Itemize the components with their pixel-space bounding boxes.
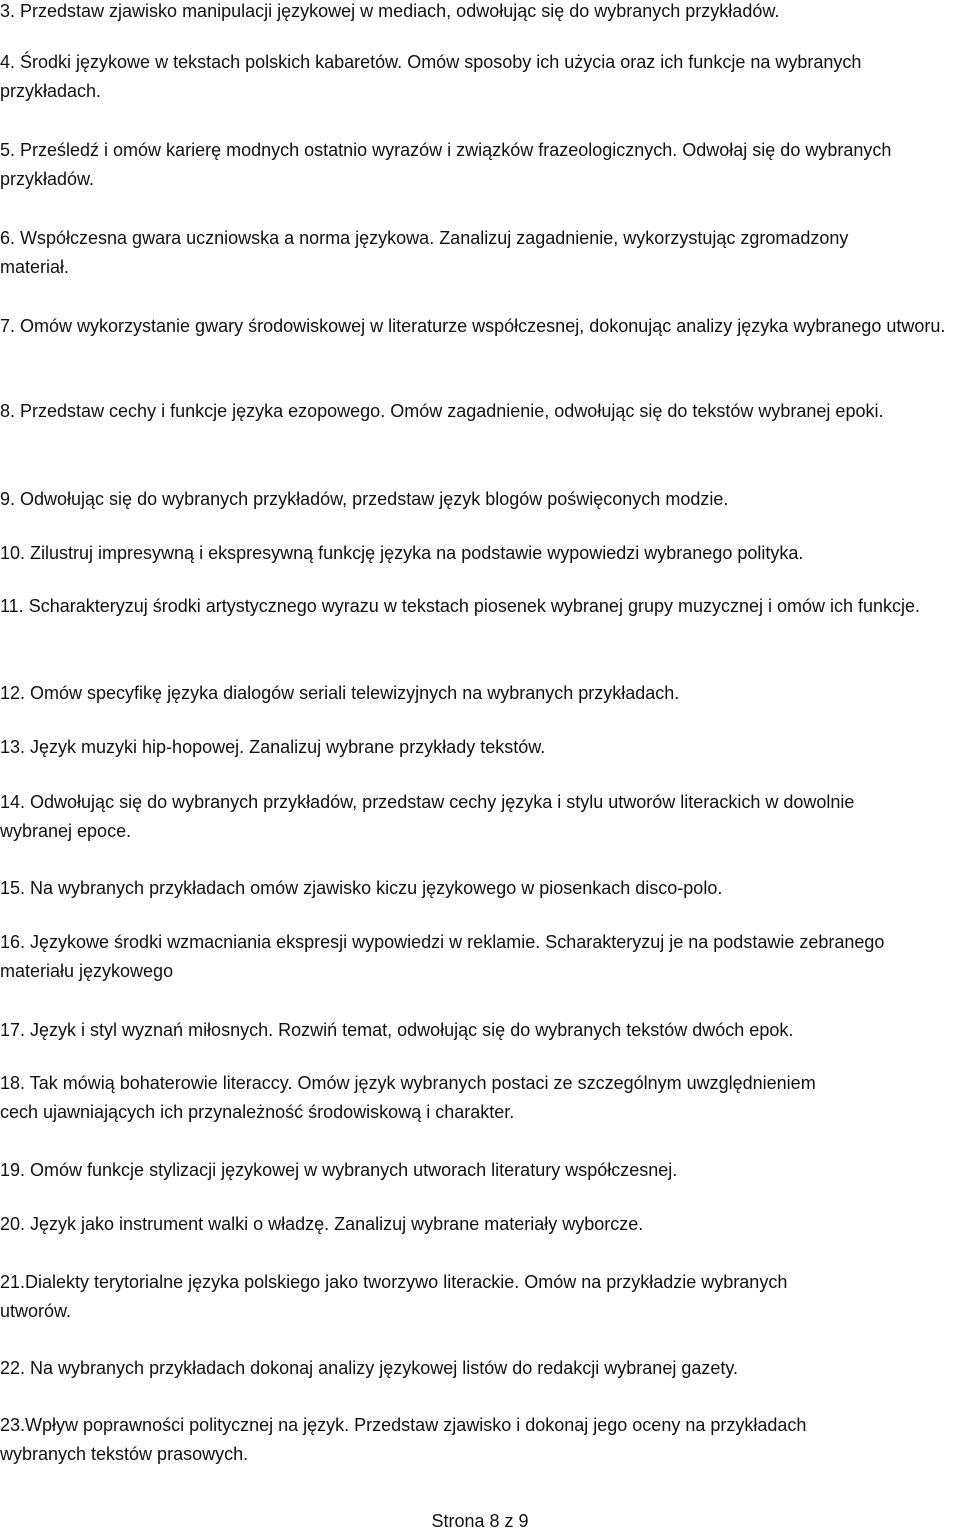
topic-22: 22. Na wybranych przykładach dokonaj analizy językowej listów do redakcji wybranej gazety. <box>0 1358 739 1378</box>
topic-3: 3. Przedstaw zjawisko manipulacji językowej w mediach, odwołując się do wybranych przykładów. <box>0 1 780 21</box>
topic-18: 18. Tak mówią bohaterowie literaccy. Omów język wybranych postaci ze szczególnym uwzględnieniem cech ujawniających ich przynależność środowiskową i charakter. <box>0 1073 816 1122</box>
topic-20: 20. Język jako instrument walki o władzę. Zanalizuj wybrane materiały wyborcze. <box>0 1214 644 1234</box>
topic-5: 5. Prześledź i omów karierę modnych ostatnio wyrazów i związków frazeologicznych. Odwołaj się do wybranych przykładów. <box>0 140 892 189</box>
topic-19: 19. Omów funkcje stylizacji językowej w wybranych utworach literatury współczesnej. <box>0 1160 678 1180</box>
topic-14: 14. Odwołując się do wybranych przykładów, przedstaw cechy języka i stylu utworów literackich w dowolnie wybranej epoce. <box>0 792 855 841</box>
topic-11: 11. Scharakteryzuj środki artystycznego wyrazu w tekstach piosenek wybranej grupy muzycznej i omów ich funkcje. <box>0 596 921 616</box>
topic-6: 6. Współczesna gwara uczniowska a norma językowa. Zanalizuj zagadnienie, wykorzystując zgromadzony materiał. <box>0 228 849 277</box>
topic-17: 17. Język i styl wyznań miłosnych. Rozwiń temat, odwołując się do wybranych tekstów dwóch epok. <box>0 1020 794 1040</box>
topic-7: 7. Omów wykorzystanie gwary środowiskowej w literaturze współczesnej, dokonując analizy języka wybranego utworu. <box>0 316 946 336</box>
topic-10: 10. Zilustruj impresywną i ekspresywną funkcję języka na podstawie wypowiedzi wybranego polityka. <box>0 543 804 563</box>
page-number-footer: Strona 8 z 9 <box>431 1511 529 1531</box>
topic-13: 13. Język muzyki hip-hopowej. Zanalizuj wybrane przykłady tekstów. <box>0 737 546 757</box>
topic-8: 8. Przedstaw cechy i funkcje języka ezopowego. Omów zagadnienie, odwołując się do tekstów wybranej epoki. <box>0 401 884 421</box>
topic-21: 21.Dialekty terytorialne języka polskiego jako tworzywo literackie. Omów na przykładzie wybranych utworów. <box>0 1272 788 1321</box>
topic-4: 4. Środki językowe w tekstach polskich kabaretów. Omów sposoby ich użycia oraz ich funkcje na wybranych przykładach. <box>0 52 862 101</box>
topic-16: 16. Językowe środki wzmacniania ekspresji wypowiedzi w reklamie. Scharakteryzuj je na podstawie zebranego materiału językowego <box>0 932 885 981</box>
topic-15: 15. Na wybranych przykładach omów zjawisko kiczu językowego w piosenkach disco-polo. <box>0 878 723 898</box>
topic-23: 23.Wpływ poprawności politycznej na język. Przedstaw zjawisko i dokonaj jego oceny na przykładach wybranych tekstów prasowych. <box>0 1415 807 1464</box>
topic-9: 9. Odwołując się do wybranych przykładów, przedstaw język blogów poświęconych modzie. <box>0 489 729 509</box>
topic-12: 12. Omów specyfikę języka dialogów seriali telewizyjnych na wybranych przykładach. <box>0 683 680 703</box>
